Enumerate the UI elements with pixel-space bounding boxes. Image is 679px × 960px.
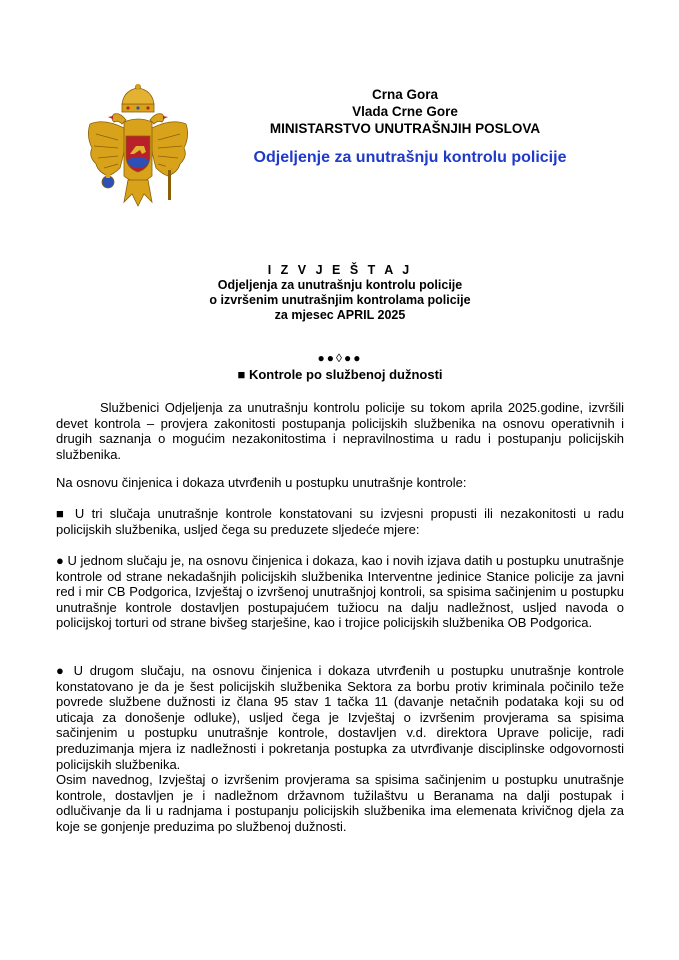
section-heading bbox=[200, 367, 480, 382]
report-title: I Z V J E Š T A J bbox=[267, 263, 413, 277]
ministry-name: MINISTARSTVO UNUTRAŠNJIH POSLOVA bbox=[269, 121, 541, 136]
coat-of-arms-icon bbox=[84, 84, 192, 214]
basis-paragraph: Na osnovu činjenica i dokaza utvrđenih u postupku unutrašnje kontrole: bbox=[56, 475, 467, 490]
report-subtitle-line1: Odjeljenja za unutrašnju kontrolu policije bbox=[217, 278, 463, 292]
case-two-block bbox=[56, 663, 624, 835]
section-bullet-icon: ■ bbox=[237, 367, 246, 382]
section-title: Kontrole po službenoj dužnosti bbox=[248, 367, 443, 382]
government-name: Vlada Crne Gore bbox=[352, 104, 458, 119]
department-name: Odjeljenje za unutrašnju kontrolu policije bbox=[253, 149, 567, 166]
intro-paragraph: Službenici Odjeljenja za unutrašnju kontrolu policije su tokom aprila 2025.godine, izvršili devet kontrola – provjera zakonitosti postupanja policijskih službenika na osnovu operativnih i drugih saznanja o mogućim nezakonitostima i nepravilnostima u radu i postupanju policijskih službenika. bbox=[56, 400, 624, 462]
case-two-followup-paragraph: Osim navednog, Izvještaj o izvršenim provjerama sa spisima sačinjenim u postupku unutrašnje kontrole, dostavljen je i nadležnom državnom tužilaštvu u Beranama na dalji postupak i odlučivanje da li u radnjama i postupanju policijskih službenika ima elemenata krivičnog djela za koje se gonjenje preduzima po službenoj dužnosti. bbox=[56, 772, 624, 834]
section-ornament: ●●◊●● bbox=[317, 351, 363, 365]
findings-paragraph: ■ U tri slučaja unutrašnje kontrole konstatovani su izvjesni propusti ili nezakonitosti u radu policijskih službenika, usljed čega su preduzete sljedeće mjere: bbox=[56, 506, 624, 537]
case-two-paragraph: ● U drugom slučaju, na osnovu činjenica i dokaza utvrđenih u postupku unutrašnje kontrole konstatovano je da je šest policijskih službenika Sektora za borbu protiv kriminala počinilo teže povrede službene dužnosti iz člana 95 stav 1 tačka 11 (davanje netačnih podataka koji su od uticaja za donošenje odluke), usljed čega je Izvještaj o izvršenim provjerama sa spisima sačinjenim u postupku unutrašnje kontrole, dostavljen v.d. direktora Uprave policije, radi preduzimanja mjera iz nadležnosti i pokretanja postupka za utvrđivanje disciplinske odgovornosti policijskih službenika. bbox=[56, 663, 624, 772]
case-one-paragraph: ● U jednom slučaju je, na osnovu činjenica i dokaza, kao i novih izjava datih u postupku unutrašnje kontrole od strane nekadašnjih policijskih službenika Interventne jedinice Stanice policije za javni red i mir CB Podgorica, Izvještaj o izvršenoj unutrašnjoj kontroli, sa spisima sačinjenim u postupku unutrašnje kontrole dostavljen postupajućem tužiocu na dalju nadležnost, usljed navoda o policijskoj torturi od strane bivšeg starješine, kao i trojice policijskih službenika OB Podgorica. bbox=[56, 553, 624, 631]
crown-icon bbox=[122, 84, 154, 112]
country-name: Crna Gora bbox=[371, 87, 439, 102]
report-subtitle-line2: o izvršenim unutrašnjim kontrolama policije bbox=[209, 293, 471, 307]
report-subtitle-line3: za mjesec APRIL 2025 bbox=[274, 308, 406, 322]
